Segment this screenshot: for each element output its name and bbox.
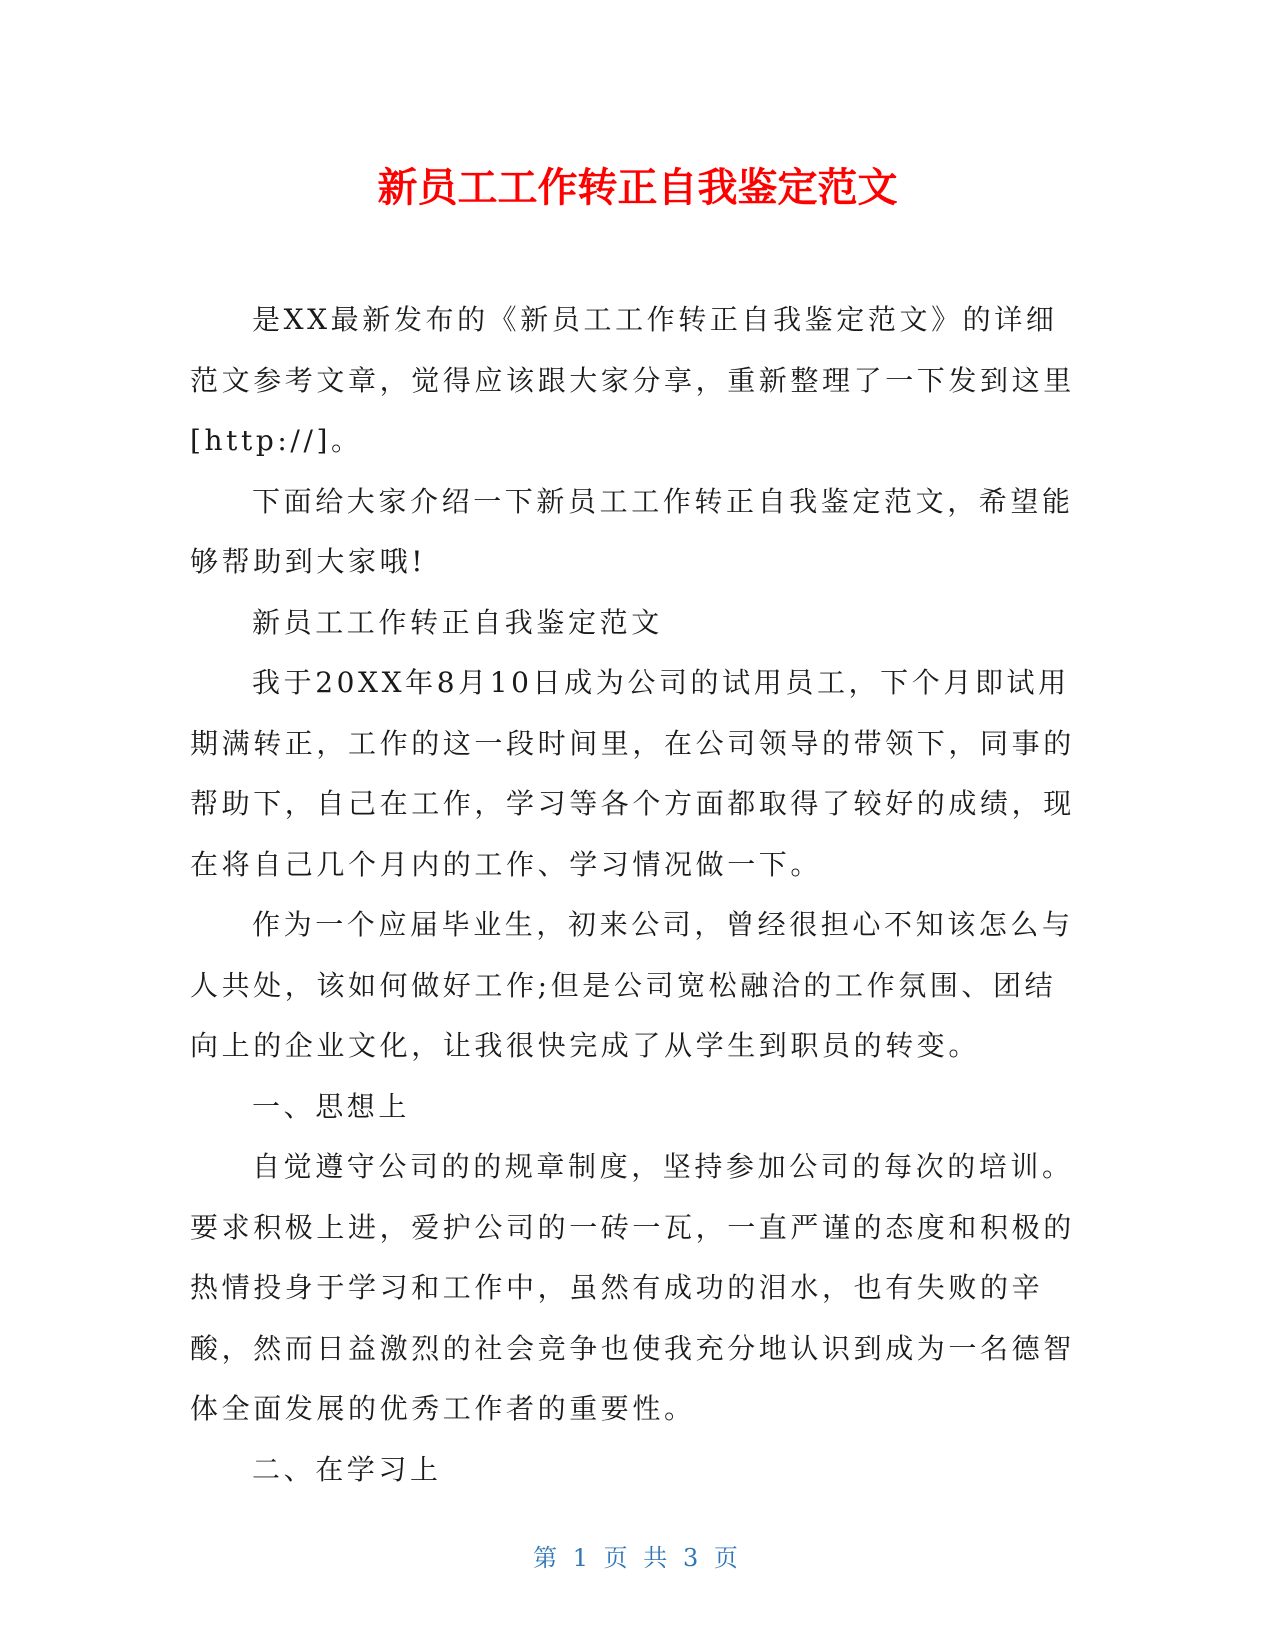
subtitle-paragraph: 新员工工作转正自我鉴定范文 (252, 605, 663, 639)
section-heading-thought: 一、思想上 (252, 1089, 411, 1123)
probation-paragraph: 我于20XX年8月10日成为公司的试用员工，下个月即试用期满转正，工作的这一段时间里，在公司领导的带领下，同事的帮助下，自己在工作，学习等各个方面都取得了较好的成绩，现在将自己几个月内的工作、学习情况做一下。 (190, 666, 1075, 881)
document-body (190, 290, 1080, 1500)
thought-paragraph: 自觉遵守公司的的规章制度，坚持参加公司的每次的培训。要求积极上进，爱护公司的一砖一瓦，一直严谨的态度和积极的热情投身于学习和工作中，虽然有成功的泪水，也有失败的辛酸，然而日益激烈的社会竞争也使我充分地认识到成为一名德智体全面发展的优秀工作者的重要性。 (190, 1150, 1075, 1425)
page-number-footer: 第 1 页 共 3 页 (533, 1544, 742, 1572)
section-heading-study: 二、在学习上 (252, 1452, 442, 1486)
intro-paragraph: 是XX最新发布的《新员工工作转正自我鉴定范文》的详细范文参考文章，觉得应该跟大家分享，重新整理了一下发到这里[http://]。 (190, 303, 1075, 457)
introduction-paragraph: 下面给大家介绍一下新员工工作转正自我鉴定范文，希望能够帮助到大家哦! (190, 484, 1074, 578)
graduate-paragraph: 作为一个应届毕业生，初来公司，曾经很担心不知该怎么与人共处，该如何做好工作;但是公司宽松融洽的工作氛围、团结向上的企业文化，让我很快完成了从学生到职员的转变。 (190, 908, 1074, 1062)
document-title: 新员工工作转正自我鉴定范文 (377, 165, 898, 211)
